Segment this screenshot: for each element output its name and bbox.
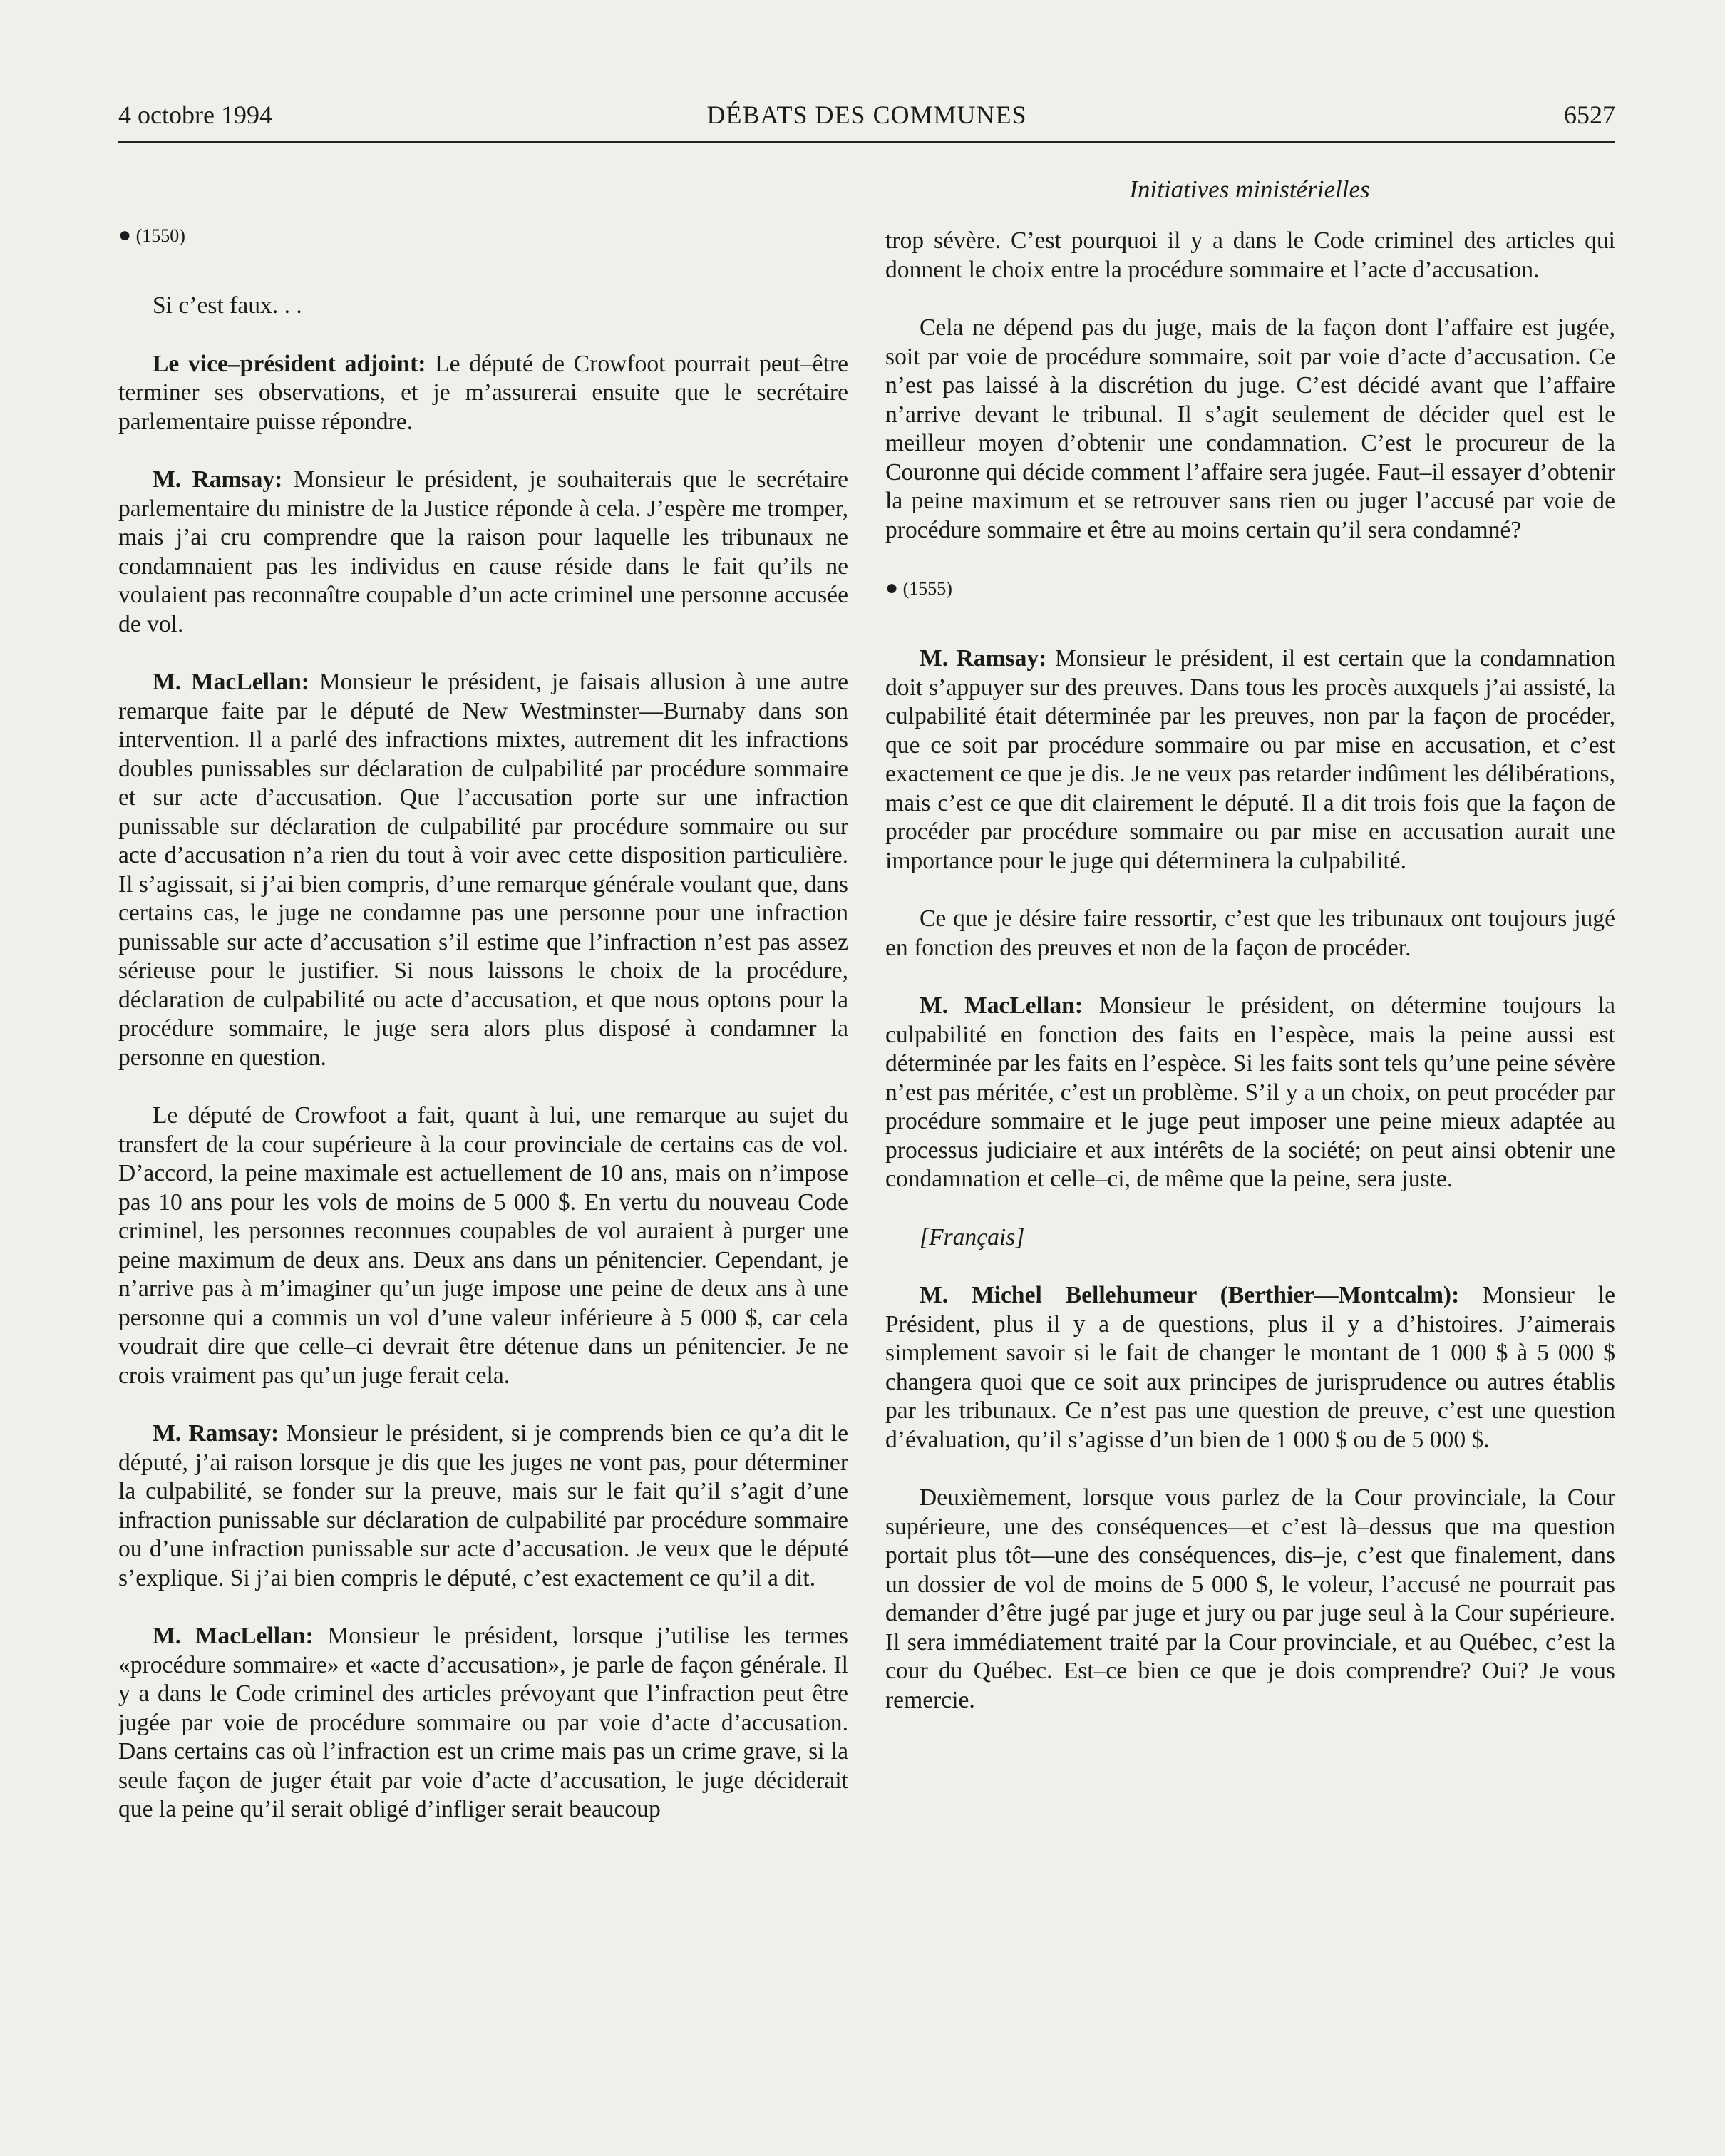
paragraph-text: Monsieur le président, je faisais allusion à une autre remarque faite par le député de New Westminster—Burnaby dans son intervention. Il a parlé des infractions mixtes, autrement dit les infractions doubles punissables sur déclaration de culpabilité par procédure sommaire et sur acte d’accusation. Que l’accusation porte sur une infraction punissable sur déclaration de culpabilité par procédure sommaire ou sur acte d’accusation n’a rien du tout à voir avec cette disposition particulière. Il s’agissait, si j’ai bien compris, d’une remarque générale voulant que, dans certains cas, le juge ne condamne pas une personne pour une infraction punissable sur acte d’accusation s’il estime que l’infraction n’est pas assez sérieuse pour le justifier. Si nous laissons le choix de la procédure, déclaration de culpabilité ou acte d’accusation, et que nous optons pour la procédure sommaire, le juge sera alors plus disposé à condamner la personne en question. (118, 669, 848, 1071)
paragraph (118, 1102, 848, 1390)
left-column (118, 221, 848, 1854)
language-tag: [Français] (920, 1223, 1025, 1251)
paragraph (885, 645, 1615, 876)
paragraph-text: Cela ne dépend pas du juge, mais de la façon dont l’affaire est jugée, soit par voie de procédure sommaire, soit par voie d’acte d’accusation. Ce n’est pas laissé à la discrétion du juge. C’est décidé avant que l’affaire n’arrive devant le tribunal. Il s’agit seulement de décider quel est le meilleur moyen d’obtenir une condamnation. C’est le procureur de la Couronne qui décide comment l’affaire sera jugée. Faut–il essayer d’obtenir la peine maximum et se retrouver sans rien ou juger l’accusé par voie de procédure sommaire et être au moins certain qu’il sera condamné? (885, 314, 1615, 543)
speaker-name: M. Ramsay: (920, 645, 1047, 672)
speaker-name: M. MacLellan: (153, 669, 309, 695)
paragraph-text: trop sévère. C’est pourquoi il y a dans le Code criminel des articles qui donnent le choix entre la procédure sommaire et l’acte d’accusation. (885, 227, 1615, 283)
time-marker-text: (1555) (902, 578, 952, 599)
paragraph (885, 1281, 1615, 1454)
time-marker (885, 574, 1615, 603)
paragraph-text: Deuxièmement, lorsque vous parlez de la Cour provinciale, la Cour supérieure, une des conséquences—et c’est là–dessus que ma question portait plus tôt—une des conséquences, dis–je, c’est que finalement, dans un dossier de vol de moins de 5 000 $, le voleur, l’accusé ne pourrait pas demander d’être jugé par juge et jury ou par juge seul à la Cour supérieure. Il sera immédiatement traité par la Cour provinciale, et au Québec, c’est la cour du Québec. Est–ce bien ce que je dois comprendre? Oui? Je vous remercie. (885, 1484, 1615, 1713)
paragraph (118, 350, 848, 437)
paragraph-text: Ce que je désire faire ressortir, c’est que les tribunaux ont toujours jugé en fonction des preuves et non de la façon de procéder. (885, 905, 1615, 961)
section-heading: Initiatives ministérielles (1129, 175, 1370, 203)
header-rule (118, 141, 1615, 143)
paragraph-text: Monsieur le président, je souhaiterais que le secrétaire parlementaire du ministre de la Justice réponde à cela. J’espère me tromper, mais j’ai cru comprendre que la raison pour laquelle les tribunaux ne condamnaient pas les individus en cause réside dans le fait qu’ils ne voulaient pas reconnaître coupable d’un acte criminel une personne accusée de vol. (118, 466, 848, 637)
paragraph (885, 1484, 1615, 1715)
speaker-name: M. MacLellan: (920, 992, 1083, 1019)
bullet-icon: ● (885, 576, 899, 600)
paragraph-text: Le député de Crowfoot pourrait peut–être terminer ses observations, et je m’assurerai ensuite que le secrétaire parlementaire puisse répondre. (118, 350, 848, 435)
paragraph (118, 466, 848, 639)
paragraph-text: Monsieur le président, si je comprends bien ce qu’a dit le député, j’ai raison lorsque je dis que les juges ne vont pas, pour déterminer la culpabilité, se fonder sur la preuve, mais sur le fait qu’il s’agit d’une infraction punissable sur déclaration de culpabilité par procédure sommaire ou d’une infraction punissable sur acte d’accusation. Je veux que le député s’explique. Si j’ai bien compris le député, c’est exactement ce qu’il a dit. (118, 1420, 848, 1591)
page-header (118, 100, 1615, 135)
paragraph (118, 292, 848, 321)
paragraph (885, 314, 1615, 545)
speaker-name: M. Michel Bellehumeur (Berthier—Montcalm): (920, 1282, 1460, 1308)
paragraph (118, 1420, 848, 1593)
speaker-name: M. Ramsay: (153, 1420, 279, 1447)
paragraph (885, 992, 1615, 1194)
paragraph-text: Monsieur le président, lorsque j’utilise les termes «procédure sommaire» et «acte d’accusation», je parle de façon générale. Il y a dans le Code criminel des articles prévoyant que l’infraction peut être jugée par voie de procédure sommaire ou par voie d’acte d’accusation. Dans certains cas où l’infraction est un crime mais pas un crime grave, si la seule façon de juger était par voie d’acte d’accusation, le juge déciderait que la peine qu’il serait obligé d’infliger serait beaucoup (118, 1623, 848, 1822)
paragraph-text: Monsieur le Président, plus il y a de questions, plus il y a d’histoires. J’aimerais simplement savoir si le fait de changer le montant de 1 000 $ à 5 000 $ changera quoi que ce soit aux principes de jurisprudence ou autres établis par les tribunaux. Ce n’est pas une question de preuve, c’est une question d’évaluation, qu’il s’agisse d’un bien de 1 000 $ ou de 5 000 $. (885, 1282, 1616, 1453)
paragraph-text: Si c’est faux. . . (153, 292, 302, 319)
right-column (885, 227, 1615, 1744)
time-marker-text: (1550) (135, 225, 185, 246)
paragraph (118, 1622, 848, 1824)
speaker-name: M. Ramsay: (153, 466, 283, 493)
header-date: 4 octobre 1994 (118, 101, 272, 129)
paragraph-text: Monsieur le président, il est certain que la condamnation doit s’appuyer sur des preuves. Dans tous les procès auxquels j’ai assisté, la culpabilité était déterminée par les preuves, non par la façon de procéder, que ce soit par procédure sommaire ou par mise en accusation, et c’est exactement ce que je dis. Je ne veux pas retarder indûment les délibérations, mais c’est ce que dit clairement le député. Il a dit trois fois que la façon de procéder par procédure sommaire ou par mise en accusation aurait une importance pour le juge qui déterminera la culpabilité. (885, 645, 1615, 874)
speaker-name: Le vice–président adjoint: (153, 350, 426, 377)
time-marker (118, 221, 848, 250)
speaker-name: M. MacLellan: (153, 1623, 314, 1649)
bullet-icon: ● (118, 223, 132, 247)
paragraph (885, 905, 1615, 962)
paragraph (885, 227, 1615, 284)
paragraph-text: Monsieur le président, on détermine toujours la culpabilité en fonction des faits en l’espèce, mais la peine aussi est déterminée par les faits en l’espèce. Si les faits sont tels qu’une peine sévère n’est pas méritée, c’est un problème. S’il y a un choix, on peut procéder par procédure sommaire et le juge peut imposer une peine mieux adaptée au processus judiciaire et aux intérêts de la société; on peut ainsi obtenir une condamnation et celle–ci, de même que la peine, sera juste. (885, 992, 1615, 1192)
header-title: DÉBATS DES COMMUNES (706, 101, 1027, 129)
header-page-number: 6527 (1564, 101, 1615, 129)
paragraph (118, 668, 848, 1072)
paragraph-text: Le député de Crowfoot a fait, quant à lui, une remarque au sujet du transfert de la cour supérieure à la cour provinciale de certains cas de vol. D’accord, la peine maximale est actuellement de 10 ans, mais on n’impose pas 10 ans pour les vols de moins de 5 000 $. En vertu du nouveau Code criminel, les personnes reconnues coupables de vol auraient à purger une peine maximum de deux ans. Deux ans dans un pénitencier. Cependant, je n’arrive pas à m’imaginer qu’un juge impose une peine de deux ans à une personne qui a commis un vol d’une valeur inférieure à 5 000 $, car cela voudrait dire que celle–ci devrait être détenue dans un pénitencier. Je ne crois vraiment pas qu’un juge ferait cela. (118, 1102, 848, 1389)
